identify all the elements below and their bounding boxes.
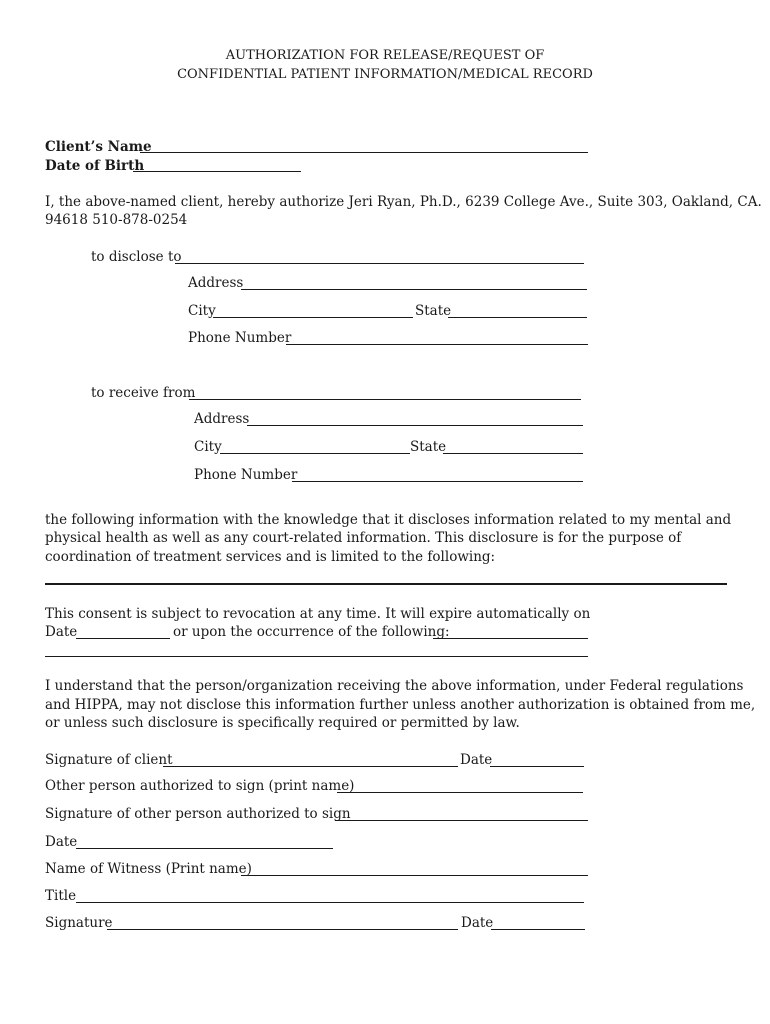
client-signature-date-label: Date [460, 752, 493, 768]
receive-address-field[interactable] [247, 425, 583, 426]
other-person-name-field[interactable] [337, 792, 583, 793]
disclose-phone-field[interactable] [286, 344, 588, 345]
date-of-birth-field[interactable] [133, 171, 301, 172]
authorization-text-line-1: I, the above-named client, hereby authorize Jeri Ryan, Ph.D., 6239 College Ave., Suite 303, Oakland, CA. [45, 194, 762, 210]
receive-phone-field[interactable] [292, 481, 583, 482]
consent-occurrence-label: or upon the occurrence of the following: [173, 624, 450, 640]
disclose-city-label: City [188, 303, 216, 319]
client-name-label: Client’s Name [45, 139, 152, 155]
disclose-address-label: Address [188, 275, 244, 291]
date-of-birth-label: Date of Birth [45, 158, 145, 174]
witness-name-field[interactable] [241, 875, 588, 876]
authorization-text-line-2: 94618 510-878-0254 [45, 212, 188, 228]
other-signature-date-field[interactable] [76, 848, 333, 849]
information-text-line-2: physical health as well as any court-related information. This disclosure is for the purpose of [45, 530, 682, 546]
witness-signature-label: Signature [45, 915, 113, 931]
receive-from-field[interactable] [189, 399, 581, 400]
other-signature-date-label: Date [45, 834, 78, 850]
client-name-field[interactable] [140, 152, 588, 153]
disclose-to-field[interactable] [175, 263, 584, 264]
disclose-city-field[interactable] [213, 317, 413, 318]
receive-city-field[interactable] [220, 453, 410, 454]
witness-date-field[interactable] [491, 929, 585, 930]
occurrence-field-continued[interactable] [45, 656, 588, 657]
other-person-signature-field[interactable] [335, 820, 588, 821]
receive-address-label: Address [194, 411, 250, 427]
form-title-line-2: CONFIDENTIAL PATIENT INFORMATION/MEDICAL RECORD [177, 67, 593, 82]
client-signature-label: Signature of client [45, 752, 173, 768]
disclose-address-field[interactable] [241, 289, 587, 290]
consent-date-label: Date [45, 624, 78, 640]
consent-text-line-1: This consent is subject to revocation at any time. It will expire automatically on [45, 606, 591, 622]
other-person-name-label: Other person authorized to sign (print name) [45, 778, 355, 794]
witness-title-label: Title [45, 888, 77, 904]
receive-state-field[interactable] [443, 453, 583, 454]
witness-date-label: Date [461, 915, 494, 931]
information-limit-field[interactable] [45, 583, 727, 585]
understand-text-line-3: or unless such disclosure is specifically required or permitted by law. [45, 715, 520, 731]
form-title-line-1: AUTHORIZATION FOR RELEASE/REQUEST OF [225, 48, 545, 63]
receive-state-label: State [410, 439, 447, 455]
witness-name-label: Name of Witness (Print name) [45, 861, 252, 877]
disclose-to-label: to disclose to [91, 249, 182, 265]
other-person-signature-label: Signature of other person authorized to sign [45, 806, 351, 822]
expiration-date-field[interactable] [76, 638, 170, 639]
occurrence-field[interactable] [433, 638, 588, 639]
disclose-phone-label: Phone Number [188, 330, 292, 346]
understand-text-line-2: and HIPPA, may not disclose this information further unless another authorization is obtained from me, [45, 697, 756, 713]
witness-title-field[interactable] [76, 902, 584, 903]
client-signature-field[interactable] [163, 766, 458, 767]
information-text-line-3: coordination of treatment services and is limited to the following: [45, 549, 496, 565]
disclose-state-label: State [415, 303, 452, 319]
receive-from-label: to receive from [91, 385, 196, 401]
understand-text-line-1: I understand that the person/organization receiving the above information, under Federal regulations [45, 678, 744, 694]
client-signature-date-field[interactable] [490, 766, 584, 767]
disclose-state-field[interactable] [448, 317, 587, 318]
information-text-line-1: the following information with the knowledge that it discloses information related to my mental and [45, 512, 732, 528]
receive-city-label: City [194, 439, 222, 455]
witness-signature-field[interactable] [107, 929, 458, 930]
receive-phone-label: Phone Number [194, 467, 298, 483]
